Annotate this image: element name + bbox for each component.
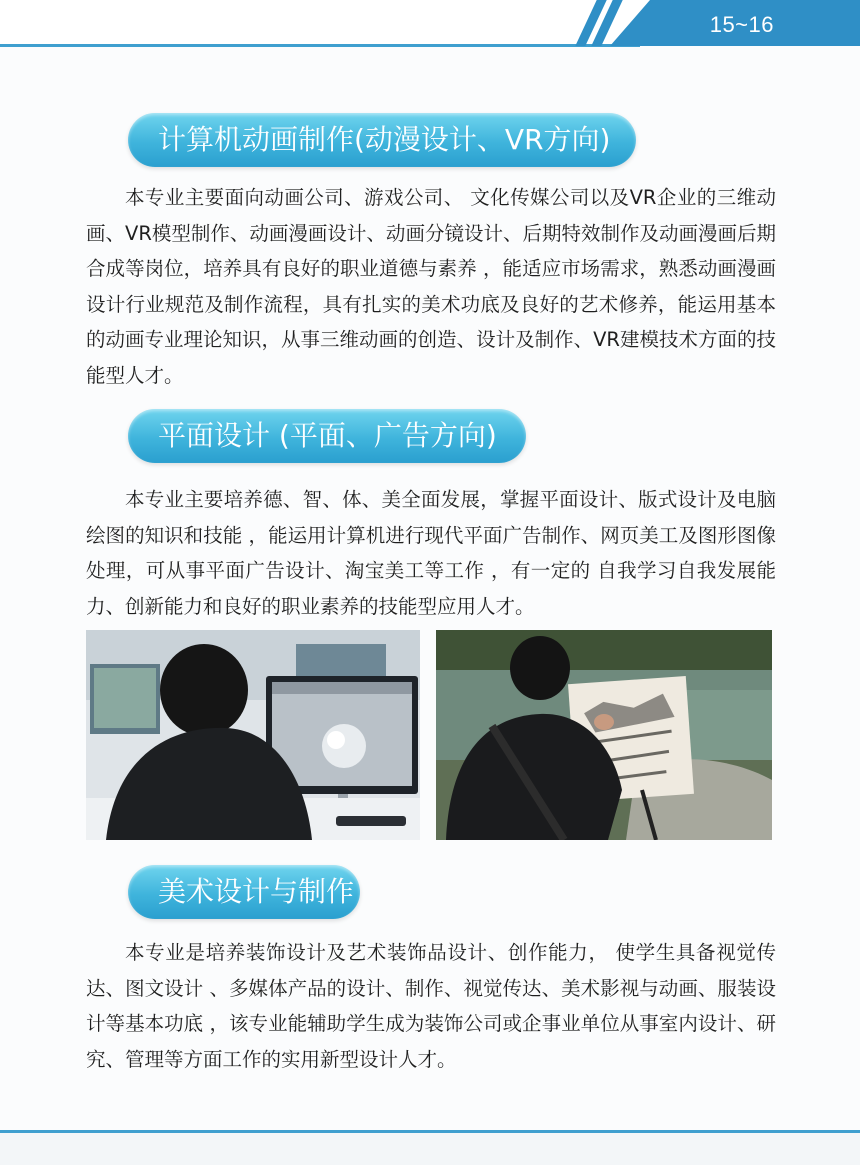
section-paragraph-art-design: 本专业是培养装饰设计及艺术装饰品设计、创作能力， 使学生具备视觉传达、图文设计 、多媒体产品的设计、制作、视觉传达、美术影视与动画、服装设计等基本功底 ，该专业能辅助学生成为装饰公司或企事业单位从事室内设计、研究、管理等方面工作的实用新型设计人才。 — [86, 941, 776, 1071]
section-title-animation: 计算机动画制作(动漫设计、VR方向) — [128, 113, 636, 167]
section-title-art-design: 美术设计与制作 — [128, 865, 360, 919]
photo-student-at-computer — [86, 630, 420, 840]
photo-student-sketching-outdoors — [436, 630, 772, 840]
photo-student-sketching-outdoors-image — [436, 630, 772, 840]
header-rule — [0, 44, 640, 47]
page-number: 15~16 — [709, 12, 774, 37]
footer-band — [0, 1133, 860, 1165]
section-paragraph-animation: 本专业主要面向动画公司、游戏公司、 文化传媒公司以及VR企业的三维动画、VR模型制作、动画漫画设计、动画分镜设计、后期特效制作及动画漫画后期合成等岗位，培养具有良好的职业道德与素养 ，能适应市场需求，熟悉动画漫画设计行业规范及制作流程，具有扎实的美术功底及良好的艺术修养，能运用基本的动画专业理论知识，从事三维动画的创造、设计及制作、VR建模技术方面的技能型人才。 — [86, 186, 776, 387]
photo-student-at-computer-image — [86, 630, 420, 840]
section-title-graphic-design: 平面设计 (平面、广告方向) — [128, 409, 526, 463]
section-paragraph-graphic-design: 本专业主要培养德、智、体、美全面发展，掌握平面设计、版式设计及电脑绘图的知识和技能 ，能运用计算机进行现代平面广告制作、网页美工及图形图像处理，可从事平面广告设计、淘宝美工等工作 ，有一定的 自我学习自我发展能力、创新能力和良好的职业素养的技能型应用人才。 — [86, 488, 776, 618]
